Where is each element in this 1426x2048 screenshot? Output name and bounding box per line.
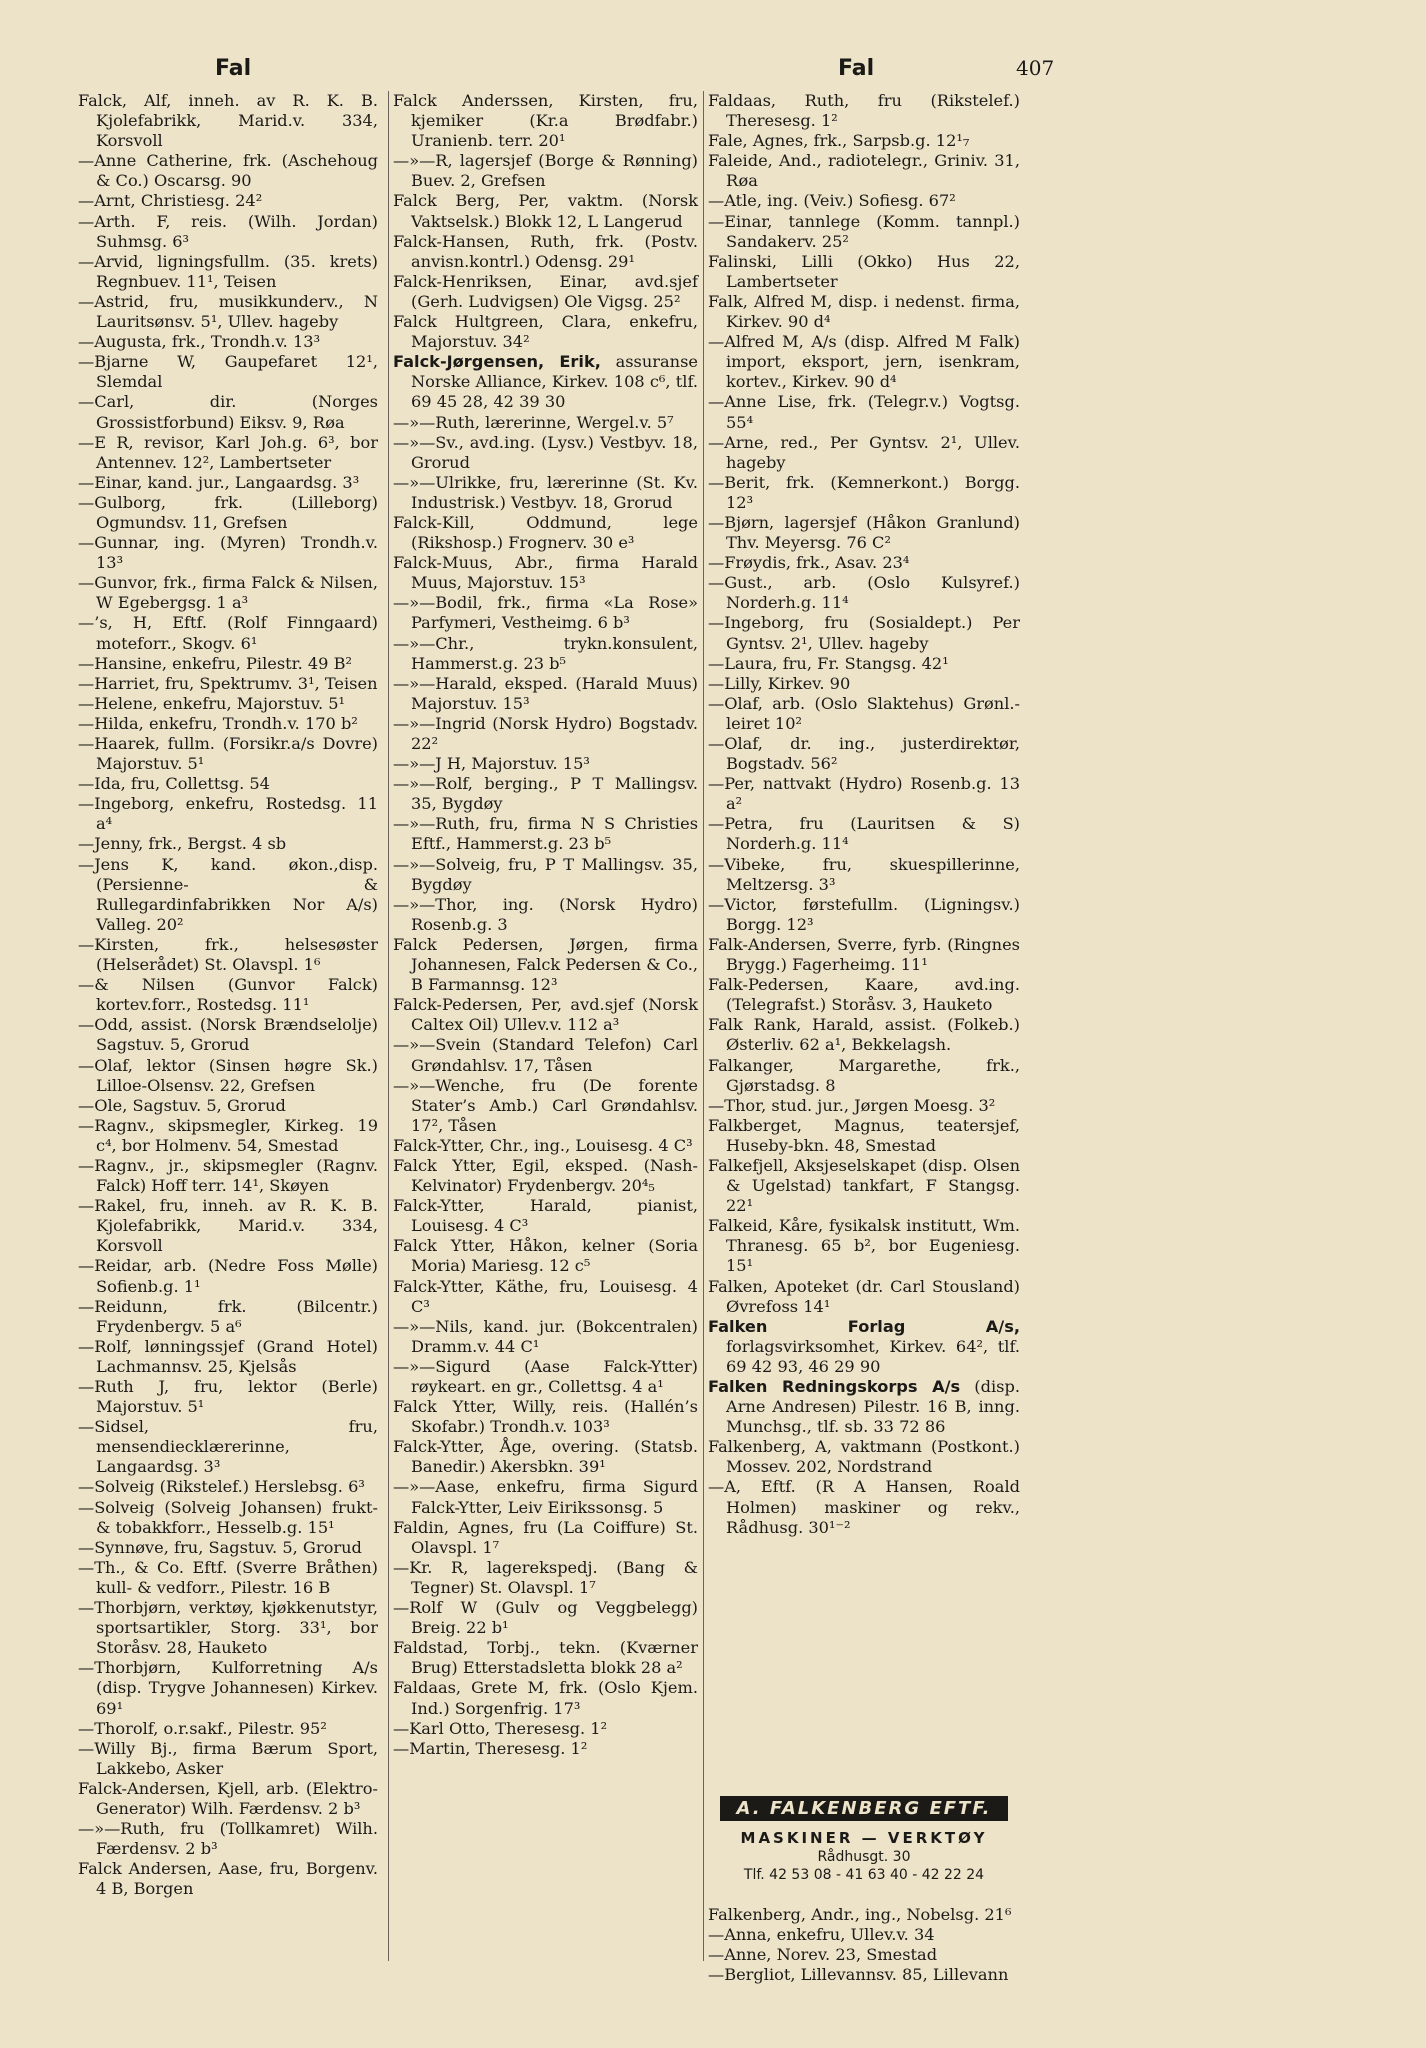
directory-entry: —Odd, assist. (Norsk Brændselolje) Sagstuv. 5, Grorud bbox=[78, 1015, 378, 1055]
directory-entry: —Jens K, kand. økon.,disp. (Persienne- & Rullegardinfabrikken Nor A/s) Valleg. 20² bbox=[78, 854, 378, 934]
directory-entry: —Rakel, fru, inneh. av R. K. B. Kjolefabrikk, Marid.v. 334, Korsvoll bbox=[78, 1196, 378, 1256]
directory-entry: Falck, Alf, inneh. av R. K. B. Kjolefabrikk, Marid.v. 334, Korsvoll bbox=[78, 91, 378, 151]
directory-entry: Fale, Agnes, frk., Sarpsb.g. 12¹₇ bbox=[708, 131, 970, 151]
directory-entry: Falken Forlag A/s, forlagsvirksomhet, Kirkev. 64², tlf. 69 42 93, 46 29 90 bbox=[708, 1316, 1020, 1376]
directory-entry: Falck Hultgreen, Clara, enkefru, Majorstuv. 34² bbox=[393, 312, 698, 352]
directory-entry: Falck Ytter, Egil, eksped. (Nash-Kelvinator) Frydenbergv. 20⁴₅ bbox=[393, 1155, 698, 1196]
directory-entry: —»—Rolf, berging., P T Mallingsv. 35, Bygdøy bbox=[393, 774, 698, 814]
directory-column-3-continued bbox=[708, 1905, 1020, 1985]
directory-entry: Falk-Pedersen, Kaare, avd.ing. (Telegrafst.) Storåsv. 3, Hauketo bbox=[708, 975, 1020, 1015]
directory-entry: Falk Rank, Harald, assist. (Folkeb.) Østerliv. 62 a¹, Bekkelagsh. bbox=[708, 1015, 1020, 1055]
directory-entry: —Helene, enkefru, Majorstuv. 5¹ bbox=[78, 693, 346, 713]
ad-phone: Tlf. 42 53 08 - 41 63 40 - 42 22 24 bbox=[743, 1867, 985, 1883]
directory-entry: —»—Aase, enkefru, firma Sigurd Falck-Ytter, Leiv Eirikssonsg. 5 bbox=[393, 1477, 698, 1517]
directory-entry: —Haarek, fullm. (Forsikr.a/s Dovre) Majorstuv. 5¹ bbox=[78, 734, 378, 774]
directory-entry: —Gulborg, frk. (Lilleborg) Ogmundsv. 11, Grefsen bbox=[78, 492, 378, 532]
directory-entry: —»—Ruth, lærerinne, Wergel.v. 5⁷ bbox=[393, 412, 674, 432]
directory-entry: Faleide, And., radiotelegr., Griniv. 31, Røa bbox=[708, 151, 1020, 191]
directory-entry: —»—Nils, kand. jur. (Bokcentralen) Dramm.v. 44 C¹ bbox=[393, 1316, 698, 1356]
directory-entry: —Hansine, enkefru, Pilestr. 49 B² bbox=[78, 653, 353, 673]
directory-entry: Falck-Ytter, Harald, pianist, Louisesg. 4 C³ bbox=[393, 1196, 698, 1236]
directory-entry: —Rolf, lønningssjef (Grand Hotel) Lachmannsv. 25, Kjelsås bbox=[78, 1336, 378, 1376]
directory-column-2 bbox=[393, 91, 698, 1759]
directory-entry: Falck Berg, Per, vaktm. (Norsk Vaktselsk.) Blokk 12, L Langerud bbox=[393, 191, 698, 231]
directory-entry: —Ingeborg, fru (Sosialdept.) Per Gyntsv. 2¹, Ullev. hageby bbox=[708, 613, 1020, 653]
directory-entry: —Lilly, Kirkev. 90 bbox=[708, 673, 851, 693]
directory-entry: —Olaf, arb. (Oslo Slaktehus) Grønl.-leiret 10² bbox=[708, 693, 1020, 733]
directory-entry: —»—R, lagersjef (Borge & Rønning) Buev. 2, Grefsen bbox=[393, 151, 698, 191]
directory-entry: Falck Ytter, Håkon, kelner (Soria Moria) Mariesg. 12 c⁵ bbox=[393, 1236, 698, 1276]
directory-entry: —Th., & Co. Eftf. (Sverre Bråthen) kull- & vedforr., Pilestr. 16 B bbox=[78, 1557, 378, 1597]
directory-entry: —Olaf, lektor (Sinsen høgre Sk.) Lilloe-Olsensv. 22, Grefsen bbox=[78, 1055, 378, 1095]
directory-entry: Falkanger, Margarethe, frk., Gjørstadsg. 8 bbox=[708, 1055, 1020, 1095]
directory-entry: Falck-Andersen, Kjell, arb. (Elektro-Generator) Wilh. Færdensv. 2 b³ bbox=[78, 1778, 378, 1818]
directory-entry: —Arnt, Christiesg. 24² bbox=[78, 191, 263, 211]
directory-entry: —Einar, kand. jur., Langaardsg. 3³ bbox=[78, 472, 360, 492]
directory-entry: Falck Pedersen, Jørgen, firma Johannesen, Falck Pedersen & Co., B Farmannsg. 12³ bbox=[393, 934, 698, 995]
directory-entry: —Ida, fru, Collettsg. 54 bbox=[78, 774, 270, 794]
directory-entry: Falck-Ytter, Åge, overing. (Statsb. Banedir.) Akersbkn. 39¹ bbox=[393, 1437, 698, 1477]
directory-entry: Falk-Andersen, Sverre, fyrb. (Ringnes Brygg.) Fagerheimg. 11¹ bbox=[708, 934, 1020, 975]
directory-entry: —Carl, dir. (Norges Grossistforbund) Eiksv. 9, Røa bbox=[78, 392, 378, 432]
column-divider bbox=[388, 91, 389, 1961]
advertisement bbox=[712, 1796, 1016, 1891]
directory-entry: —Arvid, ligningsfullm. (35. krets) Regnbuev. 11¹, Teisen bbox=[78, 251, 378, 291]
directory-entry: —Olaf, dr. ing., justerdirektør, Bogstadv. 56² bbox=[708, 734, 1020, 774]
directory-entry: Falck-Muus, Abr., firma Harald Muus, Majorstuv. 15³ bbox=[393, 553, 698, 593]
directory-entry: —Solveig (Solveig Johansen) frukt- & tobakkforr., Hesselb.g. 15¹ bbox=[78, 1497, 378, 1537]
directory-entry: —Einar, tannlege (Komm. tannpl.) Sandakerv. 25² bbox=[708, 211, 1020, 251]
directory-entry: —Thorolf, o.r.sakf., Pilestr. 95² bbox=[78, 1718, 327, 1738]
directory-entry: —Per, nattvakt (Hydro) Rosenb.g. 13 a² bbox=[708, 774, 1020, 814]
directory-entry: Falck Andersen, Aase, fru, Borgenv. 4 B, Borgen bbox=[78, 1859, 378, 1899]
directory-entry: Falkefjell, Aksjeselskapet (disp. Olsen & Ugelstad) tankfart, F Stangsg. 22¹ bbox=[708, 1155, 1020, 1216]
directory-entry: —Arth. F, reis. (Wilh. Jordan) Suhmsg. 6³ bbox=[78, 211, 378, 251]
directory-entry: —»—Ruth, fru (Tollkamret) Wilh. Færdensv. 2 b³ bbox=[78, 1819, 378, 1859]
directory-entry: —Augusta, frk., Trondh.v. 13³ bbox=[78, 332, 321, 352]
page-number: 407 bbox=[1016, 56, 1055, 80]
directory-entry: Falck Ytter, Willy, reis. (Hallén’s Skofabr.) Trondh.v. 103³ bbox=[393, 1397, 698, 1437]
directory-entry: —Willy Bj., firma Bærum Sport, Lakkebo, Asker bbox=[78, 1738, 378, 1778]
ad-banner: A. FALKENBERG EFTF. bbox=[720, 1796, 1008, 1821]
directory-entry: —»—Chr., trykn.konsulent, Hammerst.g. 23 b⁵ bbox=[393, 633, 698, 673]
directory-entry: Falck-Hansen, Ruth, frk. (Postv. anvisn.kontrl.) Odensg. 29¹ bbox=[393, 231, 698, 271]
directory-entry: —Ragnv., jr., skipsmegler (Ragnv. Falck) Hoff terr. 14¹, Skøyen bbox=[78, 1155, 378, 1196]
directory-entry: Faldstad, Torbj., tekn. (Kværner Brug) Etterstadsletta blokk 28 a² bbox=[393, 1638, 698, 1678]
directory-entry: Faldin, Agnes, fru (La Coiffure) St. Olavspl. 1⁷ bbox=[393, 1517, 698, 1557]
column-divider bbox=[703, 91, 704, 1961]
directory-entry: —Reidar, arb. (Nedre Foss Mølle) Sofienb.g. 1¹ bbox=[78, 1256, 378, 1296]
directory-entry: —»—Wenche, fru (De forente Stater’s Amb.) Carl Grøndahlsv. 17², Tåsen bbox=[393, 1075, 698, 1135]
directory-entry: —Anne, Norev. 23, Smestad bbox=[708, 1945, 938, 1965]
directory-entry: —Petra, fru (Lauritsen & S) Norderh.g. 11⁴ bbox=[708, 814, 1020, 854]
directory-entry: —E R, revisor, Karl Joh.g. 6³, bor Antennev. 12², Lambertseter bbox=[78, 432, 378, 472]
directory-entry: —»—Sv., avd.ing. (Lysv.) Vestbyv. 18, Grorud bbox=[393, 432, 698, 472]
directory-entry: Faldaas, Grete M, frk. (Oslo Kjem. Ind.) Sorgenfrig. 17³ bbox=[393, 1678, 698, 1718]
directory-entry: —Sidsel, fru, mensendiecklærerinne, Langaardsg. 3³ bbox=[78, 1417, 378, 1477]
directory-entry: —Gust., arb. (Oslo Kulsyref.) Norderh.g. 11⁴ bbox=[708, 573, 1020, 613]
directory-entry: Falk, Alfred M, disp. i nedenst. firma, Kirkev. 90 d⁴ bbox=[708, 291, 1020, 332]
directory-entry: —’s, H, Eftf. (Rolf Finngaard) moteforr., Skogv. 6¹ bbox=[78, 613, 378, 653]
directory-entry: Falck-Ytter, Chr., ing., Louisesg. 4 C³ bbox=[393, 1135, 693, 1155]
directory-entry: Falinski, Lilli (Okko) Hus 22, Lambertseter bbox=[708, 251, 1020, 291]
directory-entry: —Kirsten, frk., helsesøster (Helserådet) St. Olavspl. 1⁶ bbox=[78, 934, 378, 975]
directory-entry: —Thor, stud. jur., Jørgen Moesg. 3² bbox=[708, 1095, 996, 1115]
directory-entry: —Vibeke, fru, skuespillerinne, Meltzersg. 3³ bbox=[708, 854, 1020, 894]
directory-entry: —Reidunn, frk. (Bilcentr.) Frydenbergv. 5 a⁶ bbox=[78, 1296, 378, 1336]
directory-entry: —Bjørn, lagersjef (Håkon Granlund) Thv. Meyersg. 76 C² bbox=[708, 512, 1020, 553]
directory-entry: —Berit, frk. (Kemnerkont.) Borgg. 12³ bbox=[708, 472, 1020, 512]
directory-entry: Falck-Henriksen, Einar, avd.sjef (Gerh. Ludvigsen) Ole Vigsg. 25² bbox=[393, 271, 698, 311]
directory-entry: —Gunnar, ing. (Myren) Trondh.v. 13³ bbox=[78, 533, 378, 573]
directory-entry: —Anne Lise, frk. (Telegr.v.) Vogtsg. 55⁴ bbox=[708, 392, 1020, 432]
directory-entry: —»—Thor, ing. (Norsk Hydro) Rosenb.g. 3 bbox=[393, 894, 698, 934]
directory-entry: Falkenberg, Andr., ing., Nobelsg. 21⁶ bbox=[708, 1905, 1012, 1924]
directory-entry: Falken, Apoteket (dr. Carl Stousland) Øvrefoss 14¹ bbox=[708, 1276, 1020, 1316]
directory-entry: —Harriet, fru, Spektrumv. 3¹, Teisen bbox=[78, 673, 378, 693]
directory-column-1 bbox=[78, 91, 378, 1899]
directory-entry: —Martin, Theresesg. 1² bbox=[393, 1738, 588, 1758]
directory-column-3 bbox=[708, 91, 1020, 1538]
directory-entry: —»—Ruth, fru, firma N S Christies Eftf., Hammerst.g. 23 b⁵ bbox=[393, 814, 698, 854]
directory-entry: —Anne Catherine, frk. (Aschehoug & Co.) Oscarsg. 90 bbox=[78, 151, 378, 191]
directory-entry: Falck-Kill, Oddmund, lege (Rikshosp.) Frognerv. 30 e³ bbox=[393, 512, 698, 553]
directory-entry: Falck-Ytter, Käthe, fru, Louisesg. 4 C³ bbox=[393, 1276, 698, 1316]
directory-entry: Falken Redningskorps A/s (disp. Arne Andresen) Pilestr. 16 B, inng. Munchsg., tlf. sb. 33 72 86 bbox=[708, 1377, 1020, 1437]
directory-entry: —Bergliot, Lillevannsv. 85, Lillevann bbox=[708, 1965, 1009, 1985]
directory-entry: —Laura, fru, Fr. Stangsg. 42¹ bbox=[708, 653, 949, 673]
directory-entry: —Thorbjørn, Kulforretning A/s (disp. Trygve Johannesen) Kirkev. 69¹ bbox=[78, 1658, 378, 1718]
directory-entry: —Ingeborg, enkefru, Rostedsg. 11 a⁴ bbox=[78, 794, 378, 834]
directory-entry: —Atle, ing. (Veiv.) Sofiesg. 67² bbox=[708, 191, 956, 211]
running-head-left: Fal bbox=[215, 56, 252, 81]
directory-entry: Falck-Pedersen, Per, avd.sjef (Norsk Caltex Oil) Ullev.v. 112 a³ bbox=[393, 995, 698, 1035]
directory-entry: Falkberget, Magnus, teatersjef, Huseby-bkn. 48, Smestad bbox=[708, 1115, 1020, 1155]
running-head-right: Fal bbox=[838, 56, 875, 81]
directory-entry: —A, Eftf. (R A Hansen, Roald Holmen) maskiner og rekv., Rådhusg. 30¹⁻² bbox=[708, 1477, 1020, 1537]
directory-entry: Faldaas, Ruth, fru (Rikstelef.) Theresesg. 1² bbox=[708, 91, 1020, 131]
directory-entry: Falkeid, Kåre, fysikalsk institutt, Wm. Thranesg. 65 b², bor Eugeniesg. 15¹ bbox=[708, 1216, 1020, 1276]
directory-entry: —Rolf W (Gulv og Veggbelegg) Breig. 22 b¹ bbox=[393, 1598, 698, 1638]
directory-entry: —Thorbjørn, verktøy, kjøkkenutstyr, sportsartikler, Storg. 33¹, bor Storåsv. 28, Hauketo bbox=[78, 1598, 378, 1658]
directory-entry: —Frøydis, frk., Asav. 23⁴ bbox=[708, 553, 910, 573]
directory-entry: —Ole, Sagstuv. 5, Grorud bbox=[78, 1095, 286, 1115]
directory-entry: —»—Ingrid (Norsk Hydro) Bogstadv. 22² bbox=[393, 713, 698, 753]
directory-entry: —Jenny, frk., Bergst. 4 sb bbox=[78, 834, 287, 854]
ad-products: MASKINER — VERKTØY bbox=[740, 1829, 988, 1847]
directory-entry: —»—Ulrikke, fru, lærerinne (St. Kv. Industrisk.) Vestbyv. 18, Grorud bbox=[393, 472, 698, 512]
directory-entry: —Victor, førstefullm. (Ligningsv.) Borgg. 12³ bbox=[708, 894, 1020, 934]
directory-entry: —»—Sigurd (Aase Falck-Ytter) røykeart. en gr., Collettsg. 4 a¹ bbox=[393, 1356, 698, 1396]
directory-entry: —Astrid, fru, musikkunderv., N Lauritsønsv. 5¹, Ullev. hageby bbox=[78, 291, 378, 332]
page-header bbox=[0, 56, 1426, 92]
directory-entry: —»—Bodil, frk., firma «La Rose» Parfymeri, Vestheimg. 6 b³ bbox=[393, 593, 698, 633]
directory-entry: —Arne, red., Per Gyntsv. 2¹, Ullev. hageby bbox=[708, 432, 1020, 472]
directory-entry: —Ruth J, fru, lektor (Berle) Majorstuv. 5¹ bbox=[78, 1377, 378, 1417]
directory-entry: —Synnøve, fru, Sagstuv. 5, Grorud bbox=[78, 1537, 362, 1557]
directory-entry: —Hilda, enkefru, Trondh.v. 170 b² bbox=[78, 713, 358, 733]
directory-entry: Falck Anderssen, Kirsten, fru, kjemiker (Kr.a Brødfabr.) Uranienb. terr. 20¹ bbox=[393, 91, 698, 151]
directory-entry: —Ragnv., skipsmegler, Kirkeg. 19 c⁴, bor Holmenv. 54, Smestad bbox=[78, 1115, 378, 1155]
directory-entry: —»—J H, Majorstuv. 15³ bbox=[393, 754, 590, 774]
directory-entry: —»—Solveig, fru, P T Mallingsv. 35, Bygdøy bbox=[393, 854, 698, 894]
directory-entry: Falkenberg, A, vaktmann (Postkont.) Mossev. 202, Nordstrand bbox=[708, 1437, 1020, 1477]
directory-entry: Falck-Jørgensen, Erik, assuranse Norske Alliance, Kirkev. 108 c⁶, tlf. 69 45 28, 42 39 30 bbox=[393, 352, 698, 412]
ad-address: Rådhusgt. 30 bbox=[817, 1849, 911, 1865]
directory-entry: —Gunvor, frk., firma Falck & Nilsen, W Egebergsg. 1 a³ bbox=[78, 573, 378, 613]
directory-entry: —Solveig (Rikstelef.) Herslebsg. 6³ bbox=[78, 1477, 365, 1497]
directory-entry: —& Nilsen (Gunvor Falck) kortev.forr., Rostedsg. 11¹ bbox=[78, 975, 378, 1015]
directory-entry: —Bjarne W, Gaupefaret 12¹, Slemdal bbox=[78, 352, 378, 392]
directory-entry: —Karl Otto, Theresesg. 1² bbox=[393, 1718, 608, 1738]
directory-entry: —»—Harald, eksped. (Harald Muus) Majorstuv. 15³ bbox=[393, 673, 698, 713]
directory-entry: —Anna, enkefru, Ullev.v. 34 bbox=[708, 1925, 935, 1945]
directory-entry: —»—Svein (Standard Telefon) Carl Grøndahlsv. 17, Tåsen bbox=[393, 1035, 698, 1075]
directory-entry: —Alfred M, A/s (disp. Alfred M Falk) import, eksport, jern, isenkram, kortev., Kirkev. 90 d⁴ bbox=[708, 332, 1020, 392]
directory-entry: —Kr. R, lagerekspedj. (Bang & Tegner) St. Olavspl. 1⁷ bbox=[393, 1557, 698, 1597]
